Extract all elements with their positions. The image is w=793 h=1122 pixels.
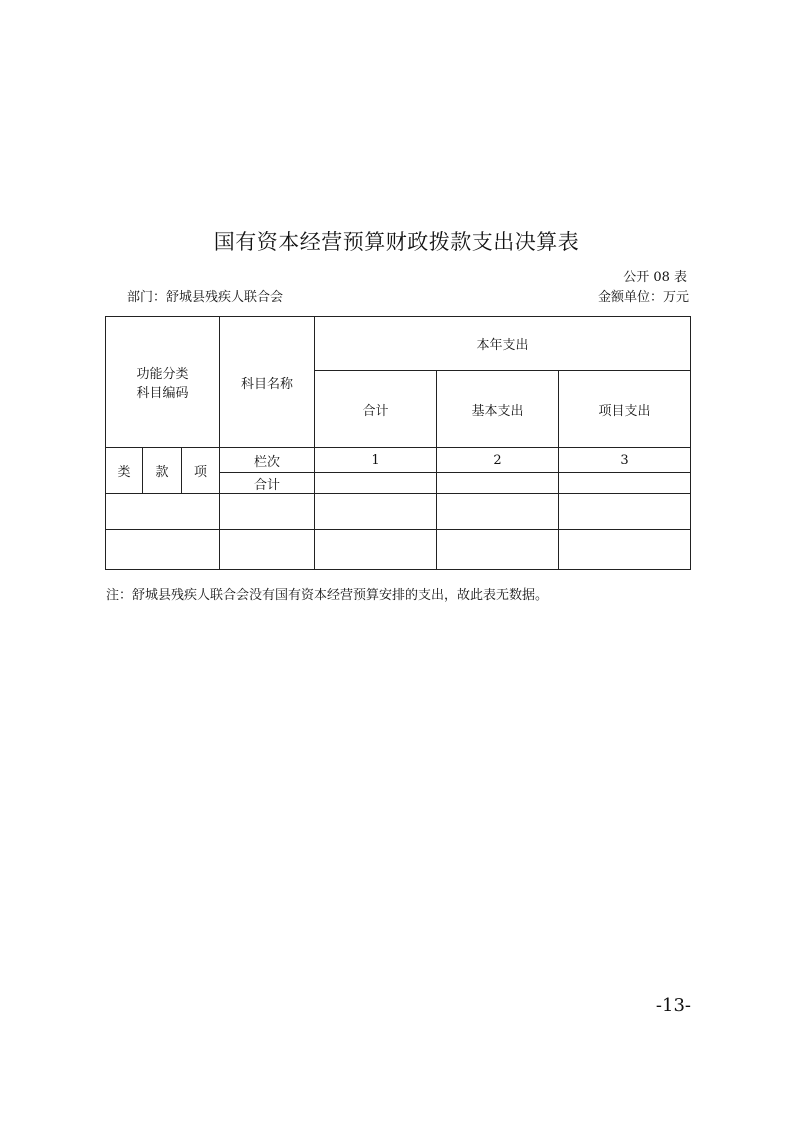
total-row-cell (315, 473, 437, 494)
function-class-code-header (106, 317, 220, 448)
total-column-header: 合计 (315, 371, 437, 448)
table-note: 注：舒城县残疾人联合会没有国有资本经营预算安排的支出，故此表无数据。 (106, 588, 549, 603)
total-row-cell (437, 473, 559, 494)
project-expense-column-header: 项目支出 (559, 371, 691, 448)
table-cell (437, 494, 559, 530)
table-row (106, 530, 691, 570)
kuan-header: 款 (143, 448, 182, 494)
table-cell (106, 494, 220, 530)
table-cell (559, 530, 691, 570)
column-number-2: 2 (437, 448, 559, 473)
amount-unit-label: 金额单位：万元 (597, 290, 689, 305)
page-number: -13- (655, 995, 691, 1016)
table-cell (559, 494, 691, 530)
xiang-header: 项 (182, 448, 220, 494)
department-label: 部门：舒城县残疾人联合会 (127, 290, 284, 305)
budget-table (105, 316, 691, 570)
column-number-1: 1 (315, 448, 437, 473)
function-class-label: 功能分类 (136, 367, 189, 382)
current-year-expense-header: 本年支出 (315, 317, 691, 371)
subject-name-header: 科目名称 (220, 317, 315, 448)
table-cell (437, 530, 559, 570)
column-order-label: 栏次 (220, 448, 315, 473)
page-title: 国有资本经营预算财政拨款支出决算表 (213, 230, 580, 254)
table-row (106, 494, 691, 530)
column-number-3: 3 (559, 448, 691, 473)
table-cell (106, 530, 220, 570)
lei-header: 类 (106, 448, 143, 494)
basic-expense-column-header: 基本支出 (437, 371, 559, 448)
table-cell (315, 494, 437, 530)
total-row-cell (559, 473, 691, 494)
form-number: 公开 08 表 (623, 270, 687, 285)
table-cell (220, 494, 315, 530)
subject-code-label: 科目编码 (136, 386, 189, 401)
total-row-label: 合计 (220, 473, 315, 494)
table-cell (220, 530, 315, 570)
table-cell (315, 530, 437, 570)
